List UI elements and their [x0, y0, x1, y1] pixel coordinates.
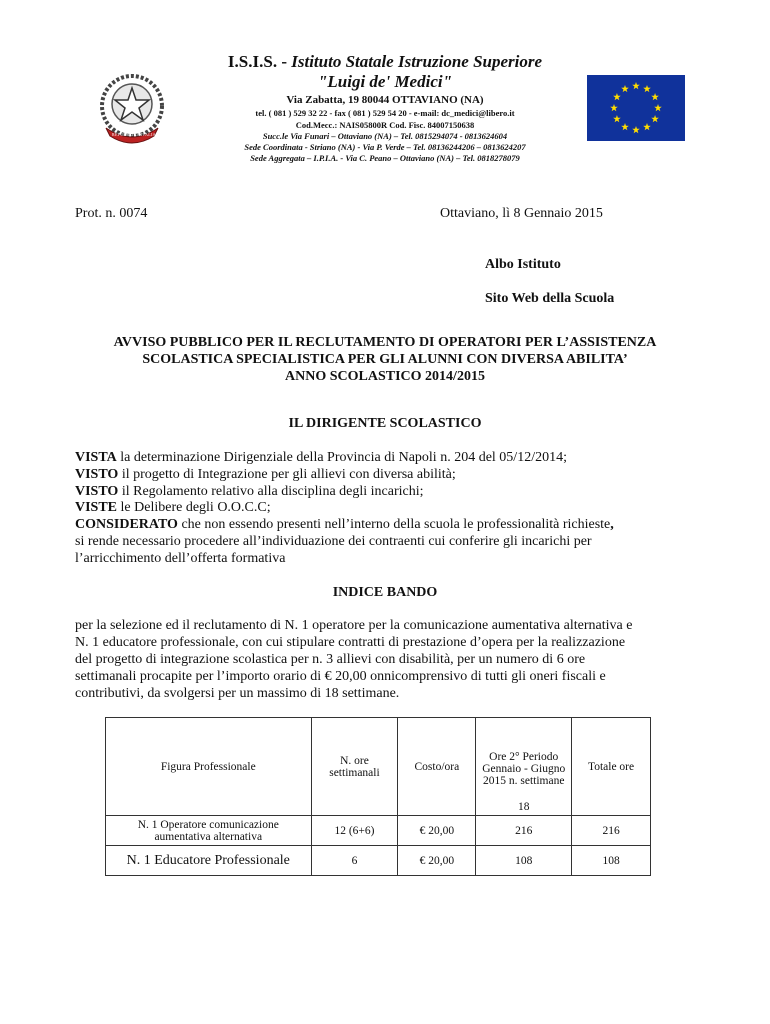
table-cell: 6 — [311, 846, 398, 876]
table-cell: N. 1 Operatore comunicazione aumentativa alternativa — [106, 816, 312, 846]
eu-star-icon — [613, 93, 621, 100]
school-title: I.S.I.S. - Istituto Statale Istruzione Superiore — [227, 52, 543, 71]
body-line-3: del progetto di integrazione scolastica per n. 3 allievi con disabilità, per un numero di 6 ore — [75, 652, 586, 667]
eu-star-icon — [651, 115, 659, 122]
notice-title-line-2: SCOLASTICA SPECIALISTICA PER GLI ALUNNI CON DIVERSA ABILITA’ — [142, 352, 628, 367]
eu-star-icon — [643, 85, 651, 92]
table-header-cell: Totale ore — [572, 718, 651, 816]
recipient-sito-web: Sito Web della Scuola — [485, 291, 615, 306]
table-cell: 108 — [572, 846, 651, 876]
table-cell: 216 — [572, 816, 651, 846]
school-address: Via Zabatta, 19 80044 OTTAVIANO (NA) — [286, 94, 484, 106]
school-sede-1: Succ.le Via Funari – Ottaviano (NA) – Tel. 0815294074 - 0813624604 — [262, 131, 508, 141]
eu-star-icon — [651, 93, 659, 100]
school-sede-2: Sede Coordinata - Striano (NA) - Via P. Verde – Tel. 08136244206 – 0813624207 — [244, 142, 526, 152]
school-codes: Cod.Mecc.: NAIS05800R Cod. Fisc. 84007150638 — [295, 120, 475, 130]
premise-5-cont-2: l’arricchimento dell’offerta formativa — [75, 551, 286, 566]
emblem-text: REPUBBLICA ITALIANA — [112, 132, 163, 137]
school-contacts: tel. ( 081 ) 529 32 22 - fax ( 081 ) 529 54 20 - e-mail: dc_medici@libero.it — [255, 108, 515, 118]
eu-star-icon — [613, 115, 621, 122]
premise-1: VISTA la determinazione Dirigenziale della Provincia di Napoli n. 204 del 05/12/2014; — [75, 450, 567, 465]
body-line-5: contributivi, da svolgersi per un massimo di 18 settimane. — [75, 686, 400, 701]
date-place: Ottaviano, lì 8 Gennaio 2015 — [440, 206, 603, 221]
table-cell: € 20,00 — [398, 816, 476, 846]
body-line-2: N. 1 educatore professionale, con cui stipulare contratti di prestazione d’opera per la realizzazione — [75, 635, 626, 650]
premise-4: VISTE le Delibere degli O.O.C.C; — [75, 500, 271, 515]
eu-star-icon — [621, 85, 629, 92]
eu-star-icon — [621, 123, 629, 130]
protocol-number: Prot. n. 0074 — [75, 206, 148, 221]
table-row — [106, 846, 651, 876]
notice-title-line-3: ANNO SCOLASTICO 2014/2015 — [285, 369, 485, 384]
eu-star-icon — [610, 104, 618, 111]
eu-flag-icon — [587, 75, 685, 141]
table-cell: 12 (6+6) — [311, 816, 398, 846]
table-header-cell: Figura Professionale — [106, 718, 312, 816]
eu-star-icon — [632, 126, 640, 133]
eu-star-icon — [643, 123, 651, 130]
body-line-1: per la selezione ed il reclutamento di N. 1 operatore per la comunicazione aumentativa alternativa e — [75, 618, 633, 633]
eu-star-icon — [632, 82, 640, 89]
table-row — [106, 816, 651, 846]
school-sede-3: Sede Aggregata – I.P.I.A. - Via C. Peano – Ottaviano (NA) – Tel. 0818278079 — [250, 153, 520, 163]
authority-heading: IL DIRIGENTE SCOLASTICO — [288, 416, 482, 431]
table-cell: N. 1 Educatore Professionale — [106, 846, 312, 876]
premise-2: VISTO il progetto di Integrazione per gli allievi con diversa abilità; — [75, 467, 456, 482]
notice-title-line-1: AVVISO PUBBLICO PER IL RECLUTAMENTO DI OPERATORI PER L’ASSISTENZA — [113, 335, 657, 350]
recipient-albo: Albo Istituto — [485, 257, 561, 272]
premise-5-cont-1: si rende necessario procedere all’individuazione dei contraenti cui conferire gli incarichi per — [75, 534, 592, 549]
body-line-4: settimanali procapite per l’importo orario di € 20,00 onnicomprensivo di tutti gli oneri fiscali e — [75, 669, 606, 684]
table-cell: 216 — [476, 816, 572, 846]
section-title: INDICE BANDO — [332, 585, 438, 600]
eu-star-icon — [654, 104, 662, 111]
table-header-row — [106, 718, 651, 816]
positions-table — [105, 717, 651, 876]
premise-5: CONSIDERATO che non essendo presenti nell’interno della scuola le professionalità richieste, — [75, 517, 614, 532]
school-subtitle: "Luigi de' Medici" — [317, 72, 453, 91]
premise-3: VISTO il Regolamento relativo alla disciplina degli incarichi; — [75, 484, 424, 499]
table-header-cell: Ore 2° Periodo Gennaio - Giugno 2015 n. settimane 18 — [476, 718, 572, 816]
table-header-cell: N. ore settimanali — [311, 718, 398, 816]
table-header-cell: Costo/ora — [398, 718, 476, 816]
table-cell: 108 — [476, 846, 572, 876]
table-cell: € 20,00 — [398, 846, 476, 876]
